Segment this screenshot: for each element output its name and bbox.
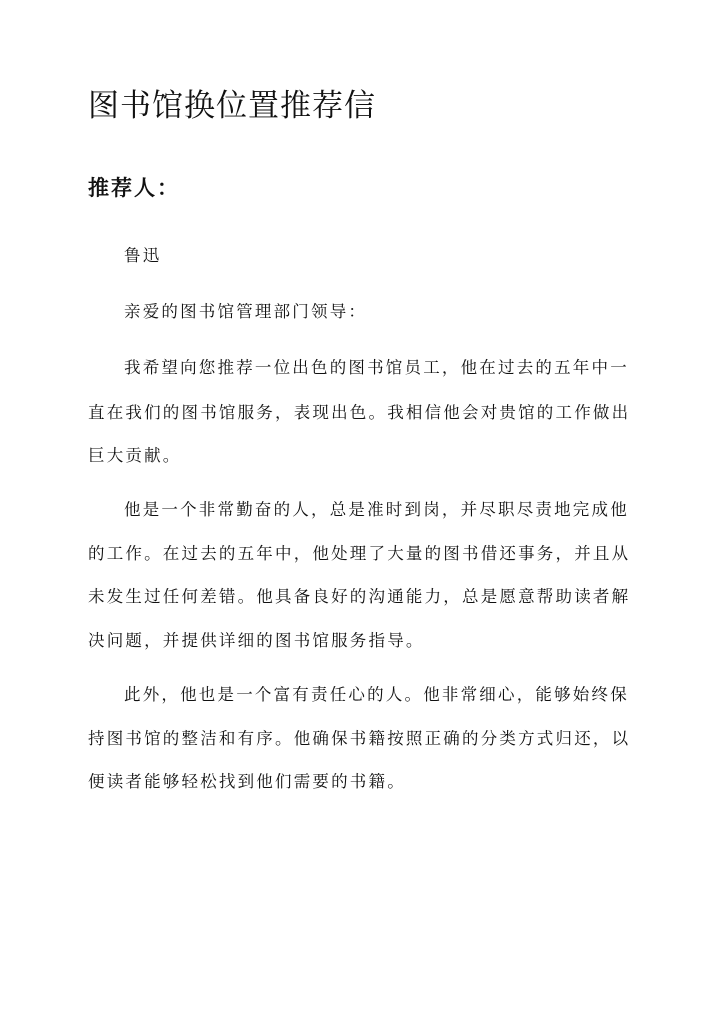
paragraph-2-line-4: 决问题，并提供详细的图书馆服务指导。: [88, 631, 425, 650]
paragraph-2-line-1: 他是一个非常勤奋的人，总是准时到岗，并尽职尽责地完成他: [124, 500, 629, 519]
paragraph-1-line-1: 我希望向您推荐一位出色的图书馆员工，他在过去的五年中一: [124, 358, 629, 377]
document-title: 图书馆换位置推荐信: [88, 88, 376, 124]
recommender-name: 鲁迅: [124, 246, 162, 265]
paragraph-3-line-2: 持图书馆的整洁和有序。他确保书籍按照正确的分类方式归还，以: [88, 729, 631, 748]
paragraph-1-line-2: 直在我们的图书馆服务，表现出色。我相信他会对贵馆的工作做出: [88, 403, 631, 422]
paragraph-1-line-3: 巨大贡献。: [88, 446, 182, 465]
paragraph-2-line-2: 的工作。在过去的五年中，他处理了大量的图书借还事务，并且从: [88, 544, 631, 563]
paragraph-3-line-1: 此外，他也是一个富有责任心的人。他非常细心，能够始终保: [124, 685, 629, 704]
recommender-heading: 推荐人：: [88, 175, 180, 200]
paragraph-3-line-3: 便读者能够轻松找到他们需要的书籍。: [88, 772, 406, 791]
salutation: 亲爱的图书馆管理部门领导：: [124, 302, 368, 321]
paragraph-2-line-3: 未发生过任何差错。他具备良好的沟通能力，总是愿意帮助读者解: [88, 587, 631, 606]
